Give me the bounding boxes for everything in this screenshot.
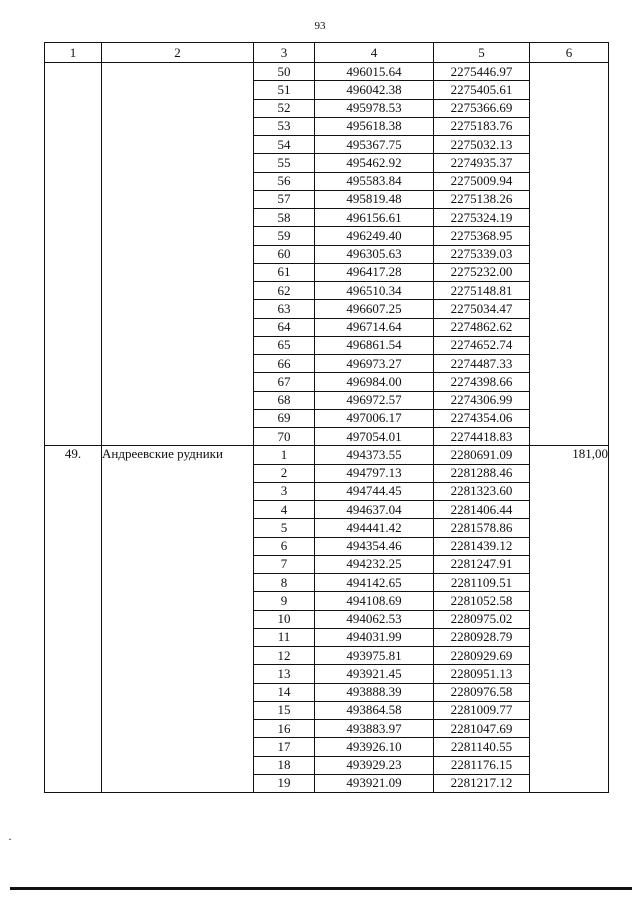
coord-x: 495583.84 (315, 172, 434, 190)
bottom-rule (10, 887, 632, 890)
point-number: 57 (254, 190, 315, 208)
coord-x: 497054.01 (315, 428, 434, 446)
point-number: 64 (254, 318, 315, 336)
coord-y: 2275405.61 (434, 81, 530, 99)
coord-y: 2275366.69 (434, 99, 530, 117)
section-index: 49. (45, 446, 102, 793)
coord-x: 496510.34 (315, 282, 434, 300)
coord-y: 2280975.02 (434, 610, 530, 628)
coord-x: 495462.92 (315, 154, 434, 172)
coord-y: 2275009.94 (434, 172, 530, 190)
point-number: 70 (254, 428, 315, 446)
coord-x: 493921.45 (315, 665, 434, 683)
continued-index-cell (45, 63, 102, 446)
coord-x: 494062.53 (315, 610, 434, 628)
coord-x: 494797.13 (315, 464, 434, 482)
coord-x: 494142.65 (315, 574, 434, 592)
coord-y: 2275446.97 (434, 63, 530, 81)
coord-y: 2275368.95 (434, 227, 530, 245)
coord-x: 496714.64 (315, 318, 434, 336)
coord-y: 2275032.13 (434, 136, 530, 154)
point-number: 4 (254, 501, 315, 519)
point-number: 53 (254, 117, 315, 135)
coord-x: 493888.39 (315, 683, 434, 701)
coord-x: 495978.53 (315, 99, 434, 117)
margin-mark: · (8, 832, 12, 846)
continued-area-cell (530, 63, 609, 446)
coord-y: 2280691.09 (434, 446, 530, 464)
coord-x: 495618.38 (315, 117, 434, 135)
column-header-1: 1 (45, 43, 102, 63)
point-number: 66 (254, 355, 315, 373)
point-number: 68 (254, 391, 315, 409)
point-number: 3 (254, 482, 315, 500)
point-number: 1 (254, 446, 315, 464)
point-number: 67 (254, 373, 315, 391)
coord-y: 2275339.03 (434, 245, 530, 263)
coord-x: 493921.09 (315, 774, 434, 792)
point-number: 58 (254, 209, 315, 227)
coord-y: 2275148.81 (434, 282, 530, 300)
coord-y: 2274306.99 (434, 391, 530, 409)
point-number: 10 (254, 610, 315, 628)
coord-y: 2281406.44 (434, 501, 530, 519)
coord-y: 2280929.69 (434, 647, 530, 665)
coord-x: 496984.00 (315, 373, 434, 391)
point-number: 54 (254, 136, 315, 154)
column-header-3: 3 (254, 43, 315, 63)
point-number: 14 (254, 683, 315, 701)
coord-x: 496249.40 (315, 227, 434, 245)
point-number: 65 (254, 336, 315, 354)
coordinates-table (44, 42, 609, 793)
coord-y: 2281140.55 (434, 738, 530, 756)
coord-x: 493864.58 (315, 701, 434, 719)
point-number: 63 (254, 300, 315, 318)
coord-x: 496607.25 (315, 300, 434, 318)
table-row (45, 446, 609, 464)
page-number: 93 (314, 20, 326, 32)
column-header-2: 2 (102, 43, 254, 63)
continued-name-cell (102, 63, 254, 446)
coord-y: 2280976.58 (434, 683, 530, 701)
coord-y: 2274354.06 (434, 409, 530, 427)
coord-x: 494031.99 (315, 628, 434, 646)
coord-y: 2274487.33 (434, 355, 530, 373)
coord-x: 493883.97 (315, 720, 434, 738)
point-number: 7 (254, 555, 315, 573)
point-number: 18 (254, 756, 315, 774)
coord-y: 2281052.58 (434, 592, 530, 610)
coord-x: 494354.46 (315, 537, 434, 555)
point-number: 56 (254, 172, 315, 190)
coord-y: 2281439.12 (434, 537, 530, 555)
coord-x: 494441.42 (315, 519, 434, 537)
coord-y: 2281323.60 (434, 482, 530, 500)
coord-x: 497006.17 (315, 409, 434, 427)
coord-y: 2275034.47 (434, 300, 530, 318)
column-header-4: 4 (315, 43, 434, 63)
coord-x: 496417.28 (315, 263, 434, 281)
coord-y: 2274418.83 (434, 428, 530, 446)
table-row (45, 63, 609, 81)
point-number: 59 (254, 227, 315, 245)
coord-x: 493926.10 (315, 738, 434, 756)
section-name: Андреевские рудники (102, 446, 254, 793)
coord-y: 2274862.62 (434, 318, 530, 336)
table-body (45, 63, 609, 793)
point-number: 19 (254, 774, 315, 792)
point-number: 2 (254, 464, 315, 482)
coord-y: 2275183.76 (434, 117, 530, 135)
coord-y: 2281009.77 (434, 701, 530, 719)
point-number: 51 (254, 81, 315, 99)
coord-y: 2275232.00 (434, 263, 530, 281)
point-number: 8 (254, 574, 315, 592)
coord-x: 493929.23 (315, 756, 434, 774)
coord-x: 496015.64 (315, 63, 434, 81)
coord-x: 495367.75 (315, 136, 434, 154)
coord-y: 2274652.74 (434, 336, 530, 354)
point-number: 17 (254, 738, 315, 756)
column-header-6: 6 (530, 43, 609, 63)
point-number: 6 (254, 537, 315, 555)
coord-y: 2281109.51 (434, 574, 530, 592)
coord-x: 494637.04 (315, 501, 434, 519)
coord-x: 496861.54 (315, 336, 434, 354)
column-header-5: 5 (434, 43, 530, 63)
point-number: 15 (254, 701, 315, 719)
coord-x: 496156.61 (315, 209, 434, 227)
coord-x: 494108.69 (315, 592, 434, 610)
coord-x: 493975.81 (315, 647, 434, 665)
point-number: 61 (254, 263, 315, 281)
section-area: 181,00 (530, 446, 609, 793)
coord-x: 495819.48 (315, 190, 434, 208)
point-number: 50 (254, 63, 315, 81)
point-number: 62 (254, 282, 315, 300)
coord-y: 2281047.69 (434, 720, 530, 738)
point-number: 16 (254, 720, 315, 738)
coord-y: 2281176.15 (434, 756, 530, 774)
coord-x: 496973.27 (315, 355, 434, 373)
coord-y: 2280951.13 (434, 665, 530, 683)
coord-y: 2281247.91 (434, 555, 530, 573)
point-number: 5 (254, 519, 315, 537)
point-number: 13 (254, 665, 315, 683)
point-number: 69 (254, 409, 315, 427)
point-number: 55 (254, 154, 315, 172)
point-number: 12 (254, 647, 315, 665)
point-number: 60 (254, 245, 315, 263)
coord-y: 2275138.26 (434, 190, 530, 208)
coord-x: 496972.57 (315, 391, 434, 409)
coord-y: 2280928.79 (434, 628, 530, 646)
table-header-row (45, 43, 609, 63)
point-number: 11 (254, 628, 315, 646)
coord-x: 494373.55 (315, 446, 434, 464)
coord-y: 2281578.86 (434, 519, 530, 537)
point-number: 9 (254, 592, 315, 610)
coord-x: 494744.45 (315, 482, 434, 500)
coord-y: 2281217.12 (434, 774, 530, 792)
coord-y: 2281288.46 (434, 464, 530, 482)
coord-x: 496305.63 (315, 245, 434, 263)
coord-y: 2274398.66 (434, 373, 530, 391)
coord-y: 2275324.19 (434, 209, 530, 227)
coord-y: 2274935.37 (434, 154, 530, 172)
coord-x: 496042.38 (315, 81, 434, 99)
point-number: 52 (254, 99, 315, 117)
coord-x: 494232.25 (315, 555, 434, 573)
